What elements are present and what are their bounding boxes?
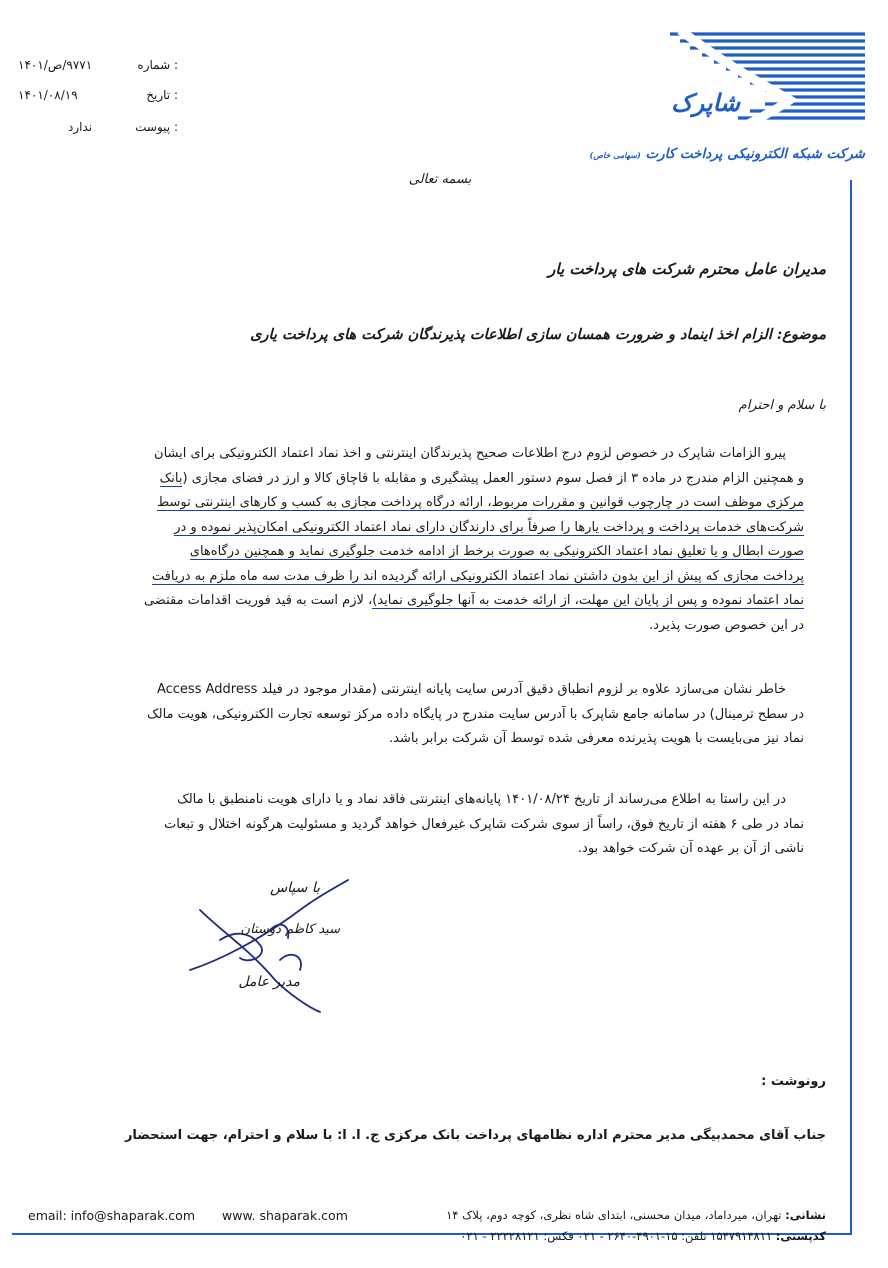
p1-line: و همچنین الزام مندرج در ماده ۳ از فصل سوم دستور العمل پیشگیری و مقابله با قاچاق کالا و ارز در فضای مجازی (بانک: [159, 470, 804, 486]
attachment-label: پیوست :: [135, 120, 178, 134]
p1-line: پیرو الزامات شاپرک در خصوص لزوم درج اطلاعات صحیح پذیرندگان اینترنتی و اخذ نماد اعتماد الکترونیکی برای ایشان: [154, 446, 786, 461]
p1-line: شرکت‌های خدمات پرداخت و پرداخت یارها را صرفاً برای دارندگان دارای نماد اعتماد الکترونیکی امکان‌پذیر نموده و در: [174, 519, 804, 535]
number-value: ۹۷۷۱/ص/۱۴۰۱: [18, 58, 93, 72]
cc-label: رونوشت :: [761, 1074, 826, 1089]
p2-line: خاطر نشان می‌سازد علاوه بر لزوم انطباق دقیق آدرس سایت پایانه اینترنتی (مقدار موجود در فیلد Access Address: [156, 682, 786, 697]
fax-value: ۲۲۲۲۸۱۲۱ - ۰۲۱: [460, 1229, 540, 1243]
p2-line: در سطح ترمینال) در سامانه جامع شاپرک با آدرس سایت مندرج در پایگاه داده مرکز توسعه تجارت الکترونیکی، هویت مالک: [147, 706, 804, 722]
footer-address: [446, 1208, 826, 1222]
postal-value: ۱۵۴۷۹۱۴۸۱۱: [710, 1229, 773, 1243]
attachment-value: ندارد: [68, 120, 93, 134]
cc-line: جناب آقای محمدبیگی مدیر محترم اداره نظامهای پرداخت بانک مرکزی ج. ا. ا: با سلام و احترام، جهت استحضار: [124, 1128, 826, 1143]
signatory-title: مدیر عامل: [238, 974, 300, 990]
address-value: تهران، میرداماد، میدان محسنی، ابتدای شاه نظری، کوچه دوم، پلاک ۱۴: [446, 1208, 782, 1222]
margin-divider: [850, 180, 852, 1235]
body-paragraph-2: [88, 678, 804, 752]
p1-line: نماد اعتماد نموده و پس از پایان این مهلت، از ارائه خدمت به آنها جلوگیری نماید)، لازم است به قید فوریت اقدامات مقتضی: [143, 593, 804, 608]
company-type: (سهامی خاص): [589, 150, 641, 160]
signature-closing: با سپاس: [270, 880, 320, 896]
letter-attachment: [18, 120, 178, 142]
date-value: ۱۴۰۱/۰۸/۱۹: [18, 88, 78, 102]
p3-line: در این راستا به اطلاع می‌رساند از تاریخ ۱۴۰۱/۰۸/۲۴ پایانه‌های اینترنتی فاقد نماد و یا دارای هویت نامنطبق با مالک: [177, 792, 786, 807]
address-label: نشانی:: [785, 1208, 826, 1222]
p1-line: مرکزی موظف است در چارچوب قوانین و مقررات مربوط، ارائه درگاه پرداخت مجازی به کسب و کارهای اینترنتی توسط: [157, 495, 804, 510]
letter-date: [18, 88, 178, 110]
footer-email[interactable]: email: info@shaparak.com: [28, 1208, 195, 1223]
greeting: با سلام و احترام: [738, 398, 826, 413]
body-paragraph-1: [88, 442, 804, 638]
signatory-name: سید کاظم دوستان: [240, 922, 340, 937]
company-logo: [589, 28, 870, 178]
footer-contacts: [460, 1229, 826, 1243]
letter-number: [18, 58, 178, 80]
phone-value: ۱۵-۴۹۰۱-۲۶۴۰ - ۰۲۱: [577, 1229, 678, 1243]
number-label: شماره :: [137, 58, 178, 72]
p1-line: صورت ابطال و یا تعلیق نماد اعتماد الکترونیکی به صورت برخط از ادامه خدمت جلوگیری نماید و همچنین درگاه‌های: [189, 544, 804, 559]
p3-line: نماد در طی ۶ هفته از تاریخ فوق، راساً از سوی شرکت شاپرک غیرفعال خواهد گردید و مسئولیت هرگونه اختلال و تبعات: [163, 816, 804, 832]
fax-label: فکس:: [543, 1229, 574, 1243]
p1-line: در این خصوص صورت پذیرد.: [649, 617, 804, 633]
date-label: تاریخ :: [146, 88, 178, 102]
subject: موضوع: الزام اخذ اینماد و ضرورت همسان سازی اطلاعات پذیرندگان شرکت های پرداخت یاری: [250, 326, 826, 343]
bismillah: بسمه تعالی: [408, 172, 472, 187]
footer-website[interactable]: www. shaparak.com: [222, 1208, 348, 1223]
p3-line: ناشی از آن بر عهده آن شرکت خواهد بود.: [577, 841, 804, 856]
company-full-name: شرکت شبکه الکترونیکی پرداخت کارت: [645, 146, 865, 162]
signature-block: [180, 870, 360, 1020]
postal-label: کدپستی:: [775, 1229, 826, 1243]
company-name: [589, 146, 865, 162]
phone-label: تلفن:: [681, 1229, 707, 1243]
logo-wordmark: شاپرک: [671, 88, 740, 117]
body-paragraph-3: [88, 788, 804, 862]
p2-line: نماد نیز می‌بایست با هویت پذیرنده معرفی شده توسط آن شرکت برابر باشد.: [389, 731, 804, 746]
p1-line: پرداخت مجازی که پیش از این بدون داشتن نماد اعتماد الکترونیکی ارائه گردیده اند را ظرف مدت سه ماه ملزم به دریافت: [151, 568, 804, 584]
recipient: مدیران عامل محترم شرکت های پرداخت یار: [548, 260, 826, 278]
